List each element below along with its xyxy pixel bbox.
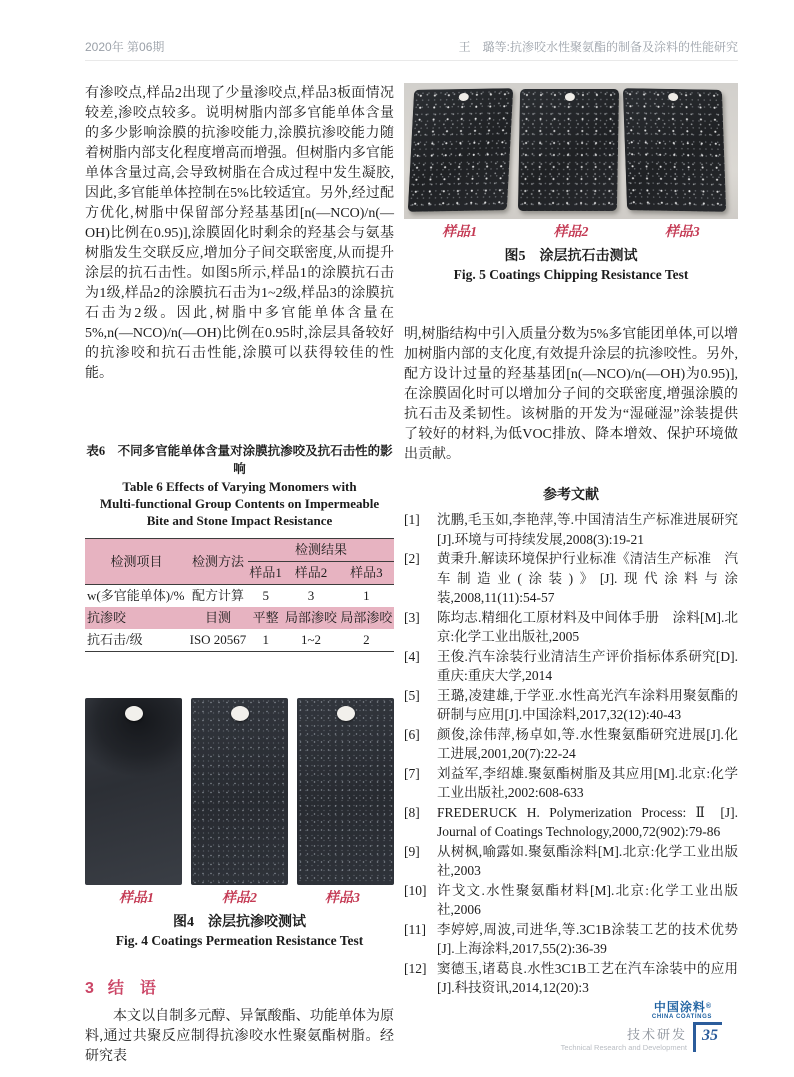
ref-number: [11]	[404, 921, 426, 937]
row1-v2: 3	[307, 588, 315, 603]
figure4-caption-en: Fig. 4 Coatings Permeation Resistance Test	[115, 933, 364, 948]
row2-item: 抗渗咬	[85, 607, 188, 629]
ref-number: [8]	[404, 804, 420, 820]
table6-col-sample2: 样品2	[283, 562, 338, 585]
figure4-panel-2	[191, 698, 288, 885]
figure4-labels	[85, 891, 394, 907]
figure4-photo	[85, 698, 394, 885]
row2-method: 目测	[188, 607, 248, 629]
row3-v2: 1~2	[300, 632, 322, 647]
page-number: 35	[693, 1022, 722, 1052]
ref-number: [7]	[404, 765, 420, 781]
row1-v1: 5	[262, 588, 269, 603]
reference-item	[404, 920, 738, 959]
table-row	[85, 585, 394, 608]
body-paragraph: 有渗咬点,样品2出现了少量渗咬点,样品3板面情况较差,渗咬点较多。说明树脂内部多官能单体含量的多少影响涂膜的抗渗咬能力,涂膜抗渗咬能力随着树脂内部支化程度增高而增强。但树脂内多官能单体含量过高,会导致树脂在合成过程中发生凝胶,因此,多官能单体控制在5%比较适宜。另外,经过配方优化,树脂中保留部分羟基基团[n(—NCO)/n(—OH)比例在0.95)],涂膜固化时剩余的羟基会与氨基树脂发生交联反应,增加分子间交联密度,从而提升涂层的抗石击性。如图5所示,样品1的涂膜抗石击为1级,样品2的涂膜抗石击为1~2级,样品3的涂膜抗石击为2级。因此,树脂中多官能单体含量在5%,n(—NCO)/n(—OH)比例在0.95时,涂层具备较好的抗渗咬和抗石击性能,涂膜可以获得较佳的性能。	[85, 86, 394, 381]
figure5-caption-cn: 图5 涂层抗石击测试	[504, 249, 638, 264]
row3-v1: 1	[262, 632, 269, 647]
ref-number: [6]	[404, 726, 420, 742]
section3-number: 3	[85, 980, 94, 997]
reference-item	[404, 842, 738, 881]
figure5-label-1: 样品1	[442, 225, 478, 240]
figure5-panel-3	[623, 88, 726, 212]
ref-text: 李婷婷,周波,司进华,等.3C1B涂装工艺的技术优势[J].上海涂料,2017,55(2):36-39	[437, 921, 738, 956]
reference-item	[404, 549, 738, 608]
ref-text: 窦德玉,诸葛良.水性3C1B工艺在汽车涂装中的应用[J].科技资讯,2014,12(20):3	[437, 960, 738, 995]
table6-col-method: 检测方法	[188, 539, 248, 585]
ref-number: [3]	[404, 609, 420, 625]
reference-item	[404, 764, 738, 803]
row2-v2: 局部渗咬	[283, 607, 338, 629]
mounting-hole	[564, 93, 574, 101]
row2-v3: 局部渗咬	[339, 607, 394, 629]
ref-number: [12]	[404, 960, 427, 976]
registered-mark-icon: ®	[705, 1002, 712, 1010]
row3-item: 抗石击/级	[87, 632, 143, 647]
footer-section-en: Technical Research and Development	[560, 1043, 687, 1052]
figure5-label-2: 样品2	[553, 225, 589, 240]
ref-text: 王俊.汽车涂装行业清洁生产评价指标体系研究[D].重庆:重庆大学,2014	[437, 648, 738, 683]
figure4-panel-3	[297, 698, 394, 885]
table-row	[85, 629, 394, 652]
right-column	[404, 83, 738, 1021]
section3-heading	[85, 975, 394, 998]
table6	[85, 538, 394, 652]
left-column	[85, 84, 394, 1067]
logo-text-en: CHINA COATINGS	[651, 1013, 712, 1020]
page-footer	[561, 1022, 722, 1052]
ref-text: 许戈文.水性聚氨酯材料[M].北京:化学工业出版社,2006	[437, 882, 738, 917]
row1-method: 配方计算	[191, 588, 244, 603]
reference-item	[404, 510, 738, 549]
ref-number: [4]	[404, 648, 420, 664]
page-header	[85, 38, 738, 61]
row1-v3: 1	[363, 588, 370, 603]
figure5-caption-en: Fig. 5 Coatings Chipping Resistance Test	[453, 267, 689, 282]
figure5-label-3: 样品3	[664, 225, 700, 240]
mounting-hole	[668, 93, 678, 101]
figure5-panel-2	[518, 89, 619, 211]
table6-caption-en-2: Multi-functional Group Contents on Impermeable	[99, 496, 380, 511]
ref-number: [1]	[404, 512, 420, 527]
reference-item	[404, 686, 738, 725]
mounting-hole	[337, 706, 355, 721]
body-paragraph: 明,树脂结构中引入质量分数为5%多官能团单体,可以增加树脂内部的支化度,有效提升涂层的抗渗咬性。另外,配方设计过量的羟基基团[n(—NCO)/n(—OH)为0.95)],在涂膜固化时可以增加分子间的交联密度,增强涂膜的抗石击及柔韧性。该树脂的开发为“湿碰湿”涂装提供了较好的材料,为低VOC排放、降本增效、保护环境做出贡献。	[404, 327, 738, 462]
reference-item	[404, 647, 738, 686]
ref-text: 王璐,凌建雄,于学亚.水性高光汽车涂料用聚氨酯的研制与应用[J].中国涂料,2017,32(12):40-43	[437, 687, 738, 722]
ref-number: [9]	[404, 843, 420, 859]
running-title: 王 璐等:抗渗咬水性聚氨酯的制备及涂料的性能研究	[458, 40, 738, 54]
table6-col-item: 检测项目	[85, 539, 188, 585]
ref-text: 陈均志.精细化工原材料及中间体手册 涂料[M].北京:化学工业出版社,2005	[437, 609, 738, 644]
ref-text: 从树枫,喻露如.聚氨酯涂料[M].北京:化学工业出版社,2003	[437, 843, 738, 878]
table6-col-sample1: 样品1	[248, 562, 283, 585]
reference-item	[404, 608, 738, 647]
conclusion-paragraph: 本文以自制多元醇、异氰酸酯、功能单体为原料,通过共聚反应制得抗渗咬水性聚氨酯树脂。经研究表	[85, 1009, 394, 1064]
ref-number: [10]	[404, 882, 427, 898]
references-heading: 参考文献	[543, 488, 599, 503]
table6-caption-en-3: Bite and Stone Impact Resistance	[146, 513, 333, 528]
mounting-hole	[125, 706, 143, 721]
figure4-caption-cn: 图4 涂层抗渗咬测试	[173, 915, 306, 930]
table6-caption-en-1: Table 6 Effects of Varying Monomers with	[122, 479, 357, 494]
issue-label: 2020年 第06期	[85, 40, 165, 54]
reference-item	[404, 959, 738, 998]
figure4-label-2: 样品2	[222, 891, 257, 906]
table-row	[85, 607, 394, 629]
row1-item: w(多官能单体)/%	[87, 588, 185, 603]
figure4-label-3: 样品3	[325, 891, 360, 906]
mounting-hole	[458, 93, 468, 101]
ref-text: 沈鹏,毛玉如,李艳萍,等.中国清洁生产标准进展研究[J].环境与可持续发展,2008(3):19-21	[437, 512, 738, 547]
ref-text: 颜俊,涂伟萍,杨卓如,等.水性聚氨酯研究进展[J].化工进展,2001,20(7):22-24	[437, 726, 738, 761]
row3-v3: 2	[363, 632, 370, 647]
ref-text: 刘益军,李绍雄.聚氨酯树脂及其应用[M].北京:化学工业出版社,2002:608-633	[437, 765, 738, 800]
figure4-label-1: 样品1	[119, 891, 154, 906]
table6-caption-cn: 表6 不同多官能单体含量对涂膜抗渗咬及抗石击性的影响	[86, 444, 393, 476]
figure5-panel-1	[408, 88, 514, 212]
ref-number: [5]	[404, 687, 420, 703]
figure5-labels	[404, 225, 738, 241]
table6-col-sample3: 样品3	[339, 562, 394, 585]
logo-text-cn: 中国涂料	[653, 999, 706, 1014]
figure5-photo	[404, 83, 738, 219]
china-coatings-logo	[404, 1001, 738, 1021]
reference-item	[404, 725, 738, 764]
figure4-panel-1	[85, 698, 182, 885]
section3-title: 结 语	[107, 980, 156, 997]
mounting-hole	[231, 706, 249, 721]
table6-col-result: 检测结果	[248, 539, 394, 562]
ref-text: FREDERUCK H. Polymerization Process: Ⅱ [J]. Journal of Coatings Technology,2000,72(902):79-86	[437, 804, 738, 839]
ref-number: [2]	[404, 551, 420, 566]
row3-method: ISO 20567	[189, 632, 247, 647]
footer-section-cn: 技术研发	[626, 1027, 687, 1042]
ref-text: 黄秉升.解读环境保护行业标准《清洁生产标准 汽车制造业(涂装)》[J].现代涂料与涂装,2008,11(11):54-57	[437, 551, 738, 605]
reference-item	[404, 881, 738, 920]
reference-list	[404, 510, 738, 998]
row2-v1: 平整	[248, 607, 283, 629]
reference-item	[404, 803, 738, 842]
